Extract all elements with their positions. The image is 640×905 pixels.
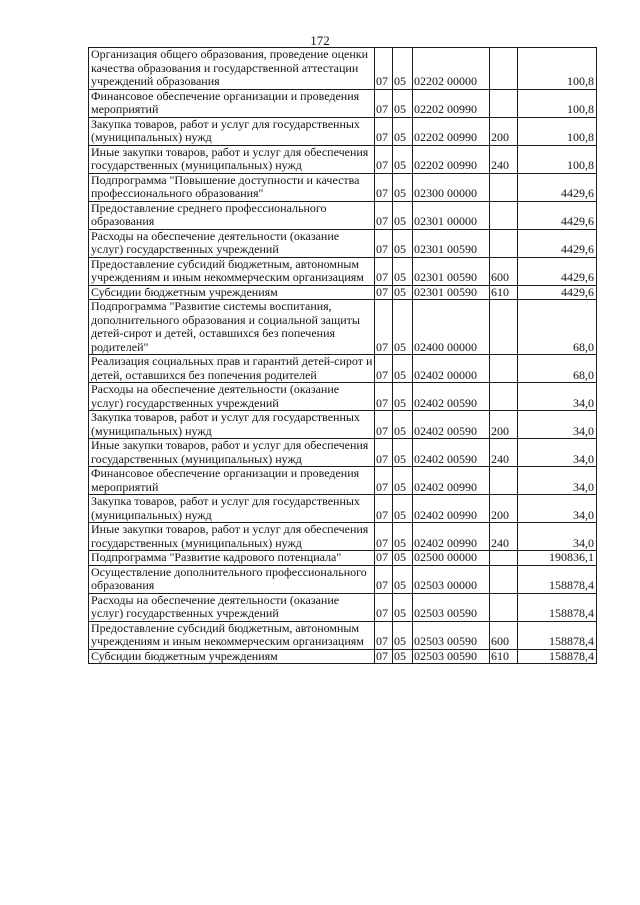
expense-type-cell	[490, 48, 518, 90]
table-row	[89, 565, 597, 593]
target-article-cell: 02400 00000	[413, 300, 490, 355]
target-article-cell: 02202 00990	[413, 117, 490, 145]
amount-cell: 4429,6	[518, 201, 597, 229]
target-article-cell: 02402 00990	[413, 523, 490, 551]
target-article-cell: 02202 00990	[413, 145, 490, 173]
subsection-code-cell: 05	[393, 495, 413, 523]
table-row	[89, 257, 597, 285]
amount-cell: 4429,6	[518, 285, 597, 300]
target-article-cell: 02202 00990	[413, 89, 490, 117]
target-article-cell: 02300 00000	[413, 173, 490, 201]
subsection-code-cell: 05	[393, 355, 413, 383]
item-name-cell: Финансовое обеспечение организации и проведения мероприятий	[89, 467, 375, 495]
expense-type-cell	[490, 565, 518, 593]
section-code-cell: 07	[375, 551, 393, 566]
subsection-code-cell: 05	[393, 285, 413, 300]
section-code-cell: 07	[375, 145, 393, 173]
subsection-code-cell: 05	[393, 117, 413, 145]
expense-type-cell	[490, 173, 518, 201]
table-row	[89, 89, 597, 117]
amount-cell: 100,8	[518, 117, 597, 145]
expense-type-cell: 600	[490, 257, 518, 285]
budget-table	[88, 47, 597, 664]
section-code-cell: 07	[375, 523, 393, 551]
item-name-cell: Подпрограмма "Повышение доступности и качества профессионального образования"	[89, 173, 375, 201]
table-row	[89, 355, 597, 383]
target-article-cell: 02402 00990	[413, 495, 490, 523]
section-code-cell: 07	[375, 565, 393, 593]
table-row	[89, 411, 597, 439]
section-code-cell: 07	[375, 383, 393, 411]
amount-cell: 100,8	[518, 89, 597, 117]
subsection-code-cell: 05	[393, 257, 413, 285]
target-article-cell: 02500 00000	[413, 551, 490, 566]
target-article-cell: 02503 00590	[413, 621, 490, 649]
amount-cell: 100,8	[518, 48, 597, 90]
subsection-code-cell: 05	[393, 551, 413, 566]
budget-table-body	[89, 48, 597, 664]
expense-type-cell	[490, 201, 518, 229]
expense-type-cell: 200	[490, 117, 518, 145]
subsection-code-cell: 05	[393, 565, 413, 593]
item-name-cell: Предоставление субсидий бюджетным, автономным учреждениям и иным некоммерческим организациям	[89, 621, 375, 649]
item-name-cell: Предоставление среднего профессионального образования	[89, 201, 375, 229]
item-name-cell: Подпрограмма "Развитие кадрового потенциала"	[89, 551, 375, 566]
table-row	[89, 649, 597, 664]
subsection-code-cell: 05	[393, 89, 413, 117]
table-row	[89, 201, 597, 229]
item-name-cell: Подпрограмма "Развитие системы воспитания, дополнительного образования и социальной защиты детей-сирот и детей, оставшихся без попечения родителей"	[89, 300, 375, 355]
expense-type-cell	[490, 89, 518, 117]
subsection-code-cell: 05	[393, 523, 413, 551]
expense-type-cell	[490, 355, 518, 383]
item-name-cell: Субсидии бюджетным учреждениям	[89, 285, 375, 300]
amount-cell: 158878,4	[518, 649, 597, 664]
table-row	[89, 229, 597, 257]
item-name-cell: Иные закупки товаров, работ и услуг для обеспечения государственных (муниципальных) нужд	[89, 439, 375, 467]
page-number: 172	[310, 33, 330, 48]
amount-cell: 158878,4	[518, 565, 597, 593]
expense-type-cell	[490, 593, 518, 621]
subsection-code-cell: 05	[393, 593, 413, 621]
section-code-cell: 07	[375, 285, 393, 300]
table-row	[89, 495, 597, 523]
target-article-cell: 02402 00000	[413, 355, 490, 383]
item-name-cell: Расходы на обеспечение деятельности (оказание услуг) государственных учреждений	[89, 593, 375, 621]
item-name-cell: Закупка товаров, работ и услуг для государственных (муниципальных) нужд	[89, 117, 375, 145]
section-code-cell: 07	[375, 229, 393, 257]
item-name-cell: Закупка товаров, работ и услуг для государственных (муниципальных) нужд	[89, 411, 375, 439]
section-code-cell: 07	[375, 257, 393, 285]
expense-type-cell	[490, 300, 518, 355]
table-row	[89, 467, 597, 495]
section-code-cell: 07	[375, 201, 393, 229]
amount-cell: 4429,6	[518, 229, 597, 257]
expense-type-cell	[490, 229, 518, 257]
expense-type-cell: 610	[490, 649, 518, 664]
item-name-cell: Расходы на обеспечение деятельности (оказание услуг) государственных учреждений	[89, 229, 375, 257]
amount-cell: 34,0	[518, 467, 597, 495]
table-row	[89, 523, 597, 551]
expense-type-cell	[490, 467, 518, 495]
subsection-code-cell: 05	[393, 300, 413, 355]
section-code-cell: 07	[375, 173, 393, 201]
subsection-code-cell: 05	[393, 439, 413, 467]
amount-cell: 100,8	[518, 145, 597, 173]
subsection-code-cell: 05	[393, 229, 413, 257]
expense-type-cell: 200	[490, 411, 518, 439]
subsection-code-cell: 05	[393, 467, 413, 495]
expense-type-cell: 200	[490, 495, 518, 523]
table-row	[89, 439, 597, 467]
table-row	[89, 145, 597, 173]
amount-cell: 158878,4	[518, 593, 597, 621]
item-name-cell: Организация общего образования, проведение оценки качества образования и государственной аттестации учреждений образования	[89, 48, 375, 90]
target-article-cell: 02301 00590	[413, 257, 490, 285]
target-article-cell: 02503 00590	[413, 593, 490, 621]
item-name-cell: Осуществление дополнительного профессионального образования	[89, 565, 375, 593]
target-article-cell: 02301 00000	[413, 201, 490, 229]
item-name-cell: Закупка товаров, работ и услуг для государственных (муниципальных) нужд	[89, 495, 375, 523]
expense-type-cell: 240	[490, 145, 518, 173]
amount-cell: 4429,6	[518, 173, 597, 201]
item-name-cell: Иные закупки товаров, работ и услуг для обеспечения государственных (муниципальных) нужд	[89, 523, 375, 551]
amount-cell: 190836,1	[518, 551, 597, 566]
section-code-cell: 07	[375, 89, 393, 117]
target-article-cell: 02402 00590	[413, 411, 490, 439]
expense-type-cell: 240	[490, 523, 518, 551]
subsection-code-cell: 05	[393, 201, 413, 229]
item-name-cell: Предоставление субсидий бюджетным, автономным учреждениям и иным некоммерческим организациям	[89, 257, 375, 285]
subsection-code-cell: 05	[393, 145, 413, 173]
amount-cell: 34,0	[518, 383, 597, 411]
subsection-code-cell: 05	[393, 649, 413, 664]
section-code-cell: 07	[375, 300, 393, 355]
expense-type-cell: 240	[490, 439, 518, 467]
target-article-cell: 02503 00590	[413, 649, 490, 664]
target-article-cell: 02402 00590	[413, 439, 490, 467]
item-name-cell: Расходы на обеспечение деятельности (оказание услуг) государственных учреждений	[89, 383, 375, 411]
target-article-cell: 02301 00590	[413, 285, 490, 300]
section-code-cell: 07	[375, 439, 393, 467]
item-name-cell: Субсидии бюджетным учреждениям	[89, 649, 375, 664]
table-row	[89, 621, 597, 649]
subsection-code-cell: 05	[393, 383, 413, 411]
section-code-cell: 07	[375, 495, 393, 523]
section-code-cell: 07	[375, 117, 393, 145]
target-article-cell: 02202 00000	[413, 48, 490, 90]
amount-cell: 68,0	[518, 355, 597, 383]
section-code-cell: 07	[375, 593, 393, 621]
section-code-cell: 07	[375, 467, 393, 495]
table-row	[89, 48, 597, 90]
item-name-cell: Финансовое обеспечение организации и проведения мероприятий	[89, 89, 375, 117]
table-row	[89, 173, 597, 201]
section-code-cell: 07	[375, 621, 393, 649]
target-article-cell: 02402 00590	[413, 383, 490, 411]
section-code-cell: 07	[375, 355, 393, 383]
subsection-code-cell: 05	[393, 411, 413, 439]
table-row	[89, 300, 597, 355]
amount-cell: 68,0	[518, 300, 597, 355]
subsection-code-cell: 05	[393, 173, 413, 201]
item-name-cell: Иные закупки товаров, работ и услуг для обеспечения государственных (муниципальных) нужд	[89, 145, 375, 173]
expense-type-cell: 610	[490, 285, 518, 300]
table-row	[89, 551, 597, 566]
subsection-code-cell: 05	[393, 48, 413, 90]
table-row	[89, 117, 597, 145]
amount-cell: 4429,6	[518, 257, 597, 285]
expense-type-cell	[490, 551, 518, 566]
expense-type-cell: 600	[490, 621, 518, 649]
item-name-cell: Реализация социальных прав и гарантий детей-сирот и детей, оставшихся без попечения родителей	[89, 355, 375, 383]
target-article-cell: 02503 00000	[413, 565, 490, 593]
table-row	[89, 285, 597, 300]
amount-cell: 34,0	[518, 439, 597, 467]
amount-cell: 158878,4	[518, 621, 597, 649]
amount-cell: 34,0	[518, 411, 597, 439]
section-code-cell: 07	[375, 411, 393, 439]
table-row	[89, 383, 597, 411]
target-article-cell: 02402 00990	[413, 467, 490, 495]
expense-type-cell	[490, 383, 518, 411]
section-code-cell: 07	[375, 48, 393, 90]
target-article-cell: 02301 00590	[413, 229, 490, 257]
amount-cell: 34,0	[518, 523, 597, 551]
amount-cell: 34,0	[518, 495, 597, 523]
table-row	[89, 593, 597, 621]
subsection-code-cell: 05	[393, 621, 413, 649]
section-code-cell: 07	[375, 649, 393, 664]
